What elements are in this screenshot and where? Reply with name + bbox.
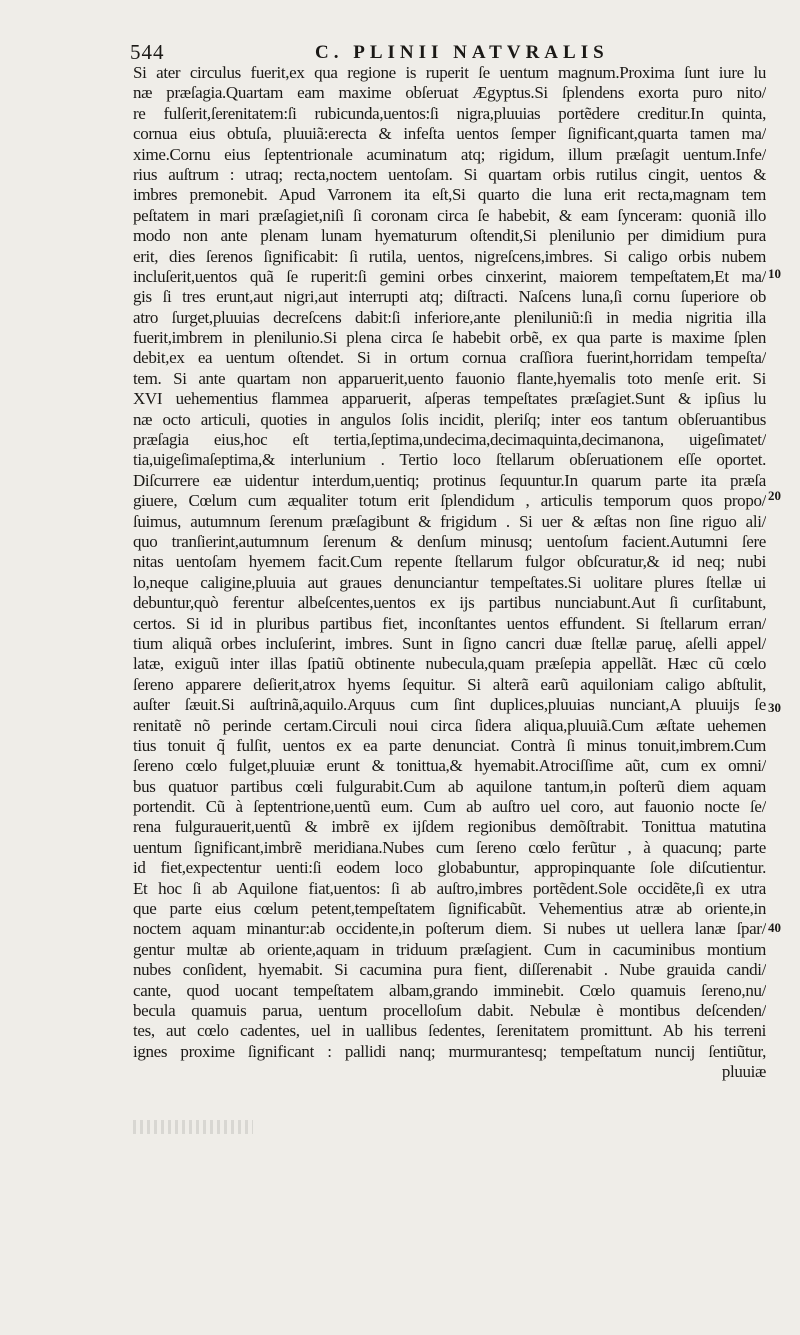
page-number: 544 <box>130 40 165 64</box>
text-line: peſtatem in mari præſagiet,niſi ſi coronam circa ſe habebit, & eam ſynceram: quoniã illo <box>133 205 766 225</box>
text-line: gentur multæ ab oriente,aquam in triduum præſagient. Cum in cacuminibus montium <box>133 939 766 959</box>
text-line: tes, aut cœlo cadentes, uel in uallibus ſedentes, ſerenitatem promittunt. Ab his terreni <box>133 1021 766 1041</box>
text-line: bus quatuor partibus cœli fulgurabit.Cum ab aquilone tantum,in poſterũ diem aquam <box>133 776 766 796</box>
text-line: erit, dies ſerenos ſignificabit: ſi rutila, uentos, nigreſcens,imbres. Si caligo orbis nubem <box>133 246 766 266</box>
text-line: certos. Si id in pluribus partibus fiet, inconſtantes uentos effundent. Si ſtellarum erran/ <box>133 613 766 633</box>
text-line: ſuimus, autumnum ſerenum præſagibunt & frigidum . Si uer & æſtas non ſine riguo ali/ <box>133 511 766 531</box>
text-line: becula quamuis parua, uentum procelloſum dabit. Nebulæ è montibus deſcenden/ <box>133 1000 766 1020</box>
text-line: ſereno cœlo fulget,pluuiæ erunt & tonittua,& hyemabit.Atrociſſime aũt, cum ex omni/ <box>133 756 766 776</box>
text-line: nubes conſident, hyemabit. Si cacumina pura fient, diſſerenabit . Nube grauida candi/ <box>133 960 766 980</box>
text-line: gis ſi tres erunt,aut nigri,aut interrupti atq; diſtracti. Naſcens luna,ſi cornu ſuperiore ob <box>133 287 766 307</box>
text-line: xime.Cornu eius ſeptentrionale acuminatum atq; rigidum, illum præſagit uentum.Infe/ <box>133 144 766 164</box>
text-line: Diſcurrere eæ uidentur interdum,uentiq; protinus ſequuntur.In quarum parte ita præſa <box>133 470 766 490</box>
text-line: que parte eius cœlum petent,tempeſtatem ſignificabũt. Vehementius atræ ab oriente,in <box>133 899 766 919</box>
text-line: noctem aquam minantur:ab occidente,in poſterum diem. Si nubes ut uellera lanæ ſpar/ <box>133 919 766 939</box>
text-line: incluſerit,uentos quã ſe ruperit:ſi gemini orbes cinxerint, maiorem tempeſtatem,Et ma/ <box>133 266 766 286</box>
text-line: pluuiæ <box>721 1062 766 1082</box>
text-line: tem. Si ante quartam non apparuerit,uento fauonio flante,hyemalis toto menſe erit. Si <box>133 368 766 388</box>
text-line: id fiet,expectentur uenti:ſi eodem loco globabuntur, appropinquante ſole diſcutientur. <box>133 858 766 878</box>
text-line: Si ater circulus fuerit,ex qua regione is ruperit ſe uentum magnum.Proxima ſunt iure lu <box>133 63 766 82</box>
text-line: Et hoc ſi ab Aquilone fiat,uentos: ſi ab auſtro,imbres portẽdent.Sole occidẽte,ſi ex utra <box>133 878 766 898</box>
text-line: re fulſerit,ſerenitatem:ſi rubicunda,uentos:ſi nigra,pluuias portẽdere creditur.In quinta, <box>133 103 766 123</box>
text-line: ignes proxime ſignificant : pallidi nanq; murmurantesq; tempeſtatum nuncij ſentiũtur, <box>133 1041 766 1061</box>
text-line: næ præſagia.Quartam eam maxime obſeruat Ægyptus.Si ſplendens exorta puro nito/ <box>133 83 766 103</box>
marginal-number: 40 <box>768 920 781 935</box>
text-line: debit,ex ea uentum oſtendet. Si in ortum cornua craſſiora fuerint,horridam tempeſta/ <box>133 348 766 368</box>
text-line: rius auſtrum : utraq; recta,noctem uentoſam. Si quartam orbis rutilus cingit, uentos & <box>133 164 766 184</box>
text-line: cante, quod uocant tempeſtatem albam,grando imminebit. Cœlo quamuis ſereno,nu/ <box>133 980 766 1000</box>
text-line: XVI uehementius flammea apparuerit, aſperas tempeſtates præſagiet.Sunt & ipſius lu <box>133 389 766 409</box>
body-text <box>133 63 766 1083</box>
text-line: ſereno apparere deſierit,atrox hyems ſequitur. Si alterã earũ aquiloniam caligo abſtulit, <box>133 674 766 694</box>
text-line: giuere, Cœlum cum æqualiter totum erit ſplendidum , articulis temporum quos propo/ <box>133 491 766 511</box>
marginal-number: 30 <box>768 700 781 715</box>
text-line: præſagia eius,hoc eſt tertia,ſeptima,undecima,decimaquinta,decimanona, uigeſimatet/ <box>133 430 766 450</box>
text-line: tius tonuit q̃ fulſit, uentos ex ea parte denunciat. Contrà ſi minus tonuit,imbrem.Cum <box>133 735 766 755</box>
text-line: lo,neque caligine,pluuia aut graues denunciantur tempeſtates.Si uolitare plures ſtellæ ui <box>133 572 766 592</box>
text-line: fuerit,imbrem in plenilunio.Si plena circa ſe habebit orbẽ, ex qua parte is maxime ſplen <box>133 328 766 348</box>
text-line: latæ, exiguũ inter illas ſpatiũ obtinente nubecula,quam præſepia appellãt. Hæc cũ cœlo <box>133 654 766 674</box>
text-line: quo tranſierint,autumnum ſerenum & denſum minusq; uentoſum facient.Autumni ſere <box>133 531 766 551</box>
text-line: tium aliquã orbes incluſerint, imbres. Sunt in ſigno cancri duæ ſtellæ paruę, aſelli appel/ <box>133 633 766 653</box>
text-line: uentum ſignificant,imbrẽ meridiana.Nubes cum ſereno cœlo ferũtur , à quacunq; parte <box>133 837 766 857</box>
running-head <box>130 40 770 64</box>
text-line: næ octo articuli, quoties in angulos ſolis incidit, pleriſq; inter eos tantum obſeruantibus <box>133 409 766 429</box>
text-line: auſter ſæuit.Si auſtrinã,aquilo.Arquus cum ſint duplices,pluuias nunciant,A pluuijs ſe <box>133 695 766 715</box>
running-title: C. PLINII NATVRALIS <box>315 42 609 63</box>
text-line: atro ſurget,pluuias decreſcens dabit:ſi inferiore,ante pleniluniũ:ſi in media nigritia illa <box>133 307 766 327</box>
text-line: debuntur,quò ferentur albeſcentes,uentos ex ijs partibus nunciabunt.Aut ſi curſitabunt, <box>133 593 766 613</box>
ink-show-through <box>133 1120 253 1134</box>
text-line: rena fulgurauerit,uentũ & imbrẽ ex ijſdem regionibus demõſtrabit. Tonittua matutina <box>133 817 766 837</box>
marginal-number: 20 <box>768 488 781 503</box>
text-line: cornua eius obtuſa, pluuiã:erecta & infeſta uentos ſemper ſignificant,quarta tamen ma/ <box>133 124 766 144</box>
text-line: renitatẽ nõ perinde certam.Circuli noui circa ſidera aliqua,pluuiã.Cum æſtate uehemen <box>133 715 766 735</box>
marginal-number: 10 <box>768 266 781 281</box>
text-line: portendit. Cũ à ſeptentrione,uentũ eum. Cum ab auſtro uel coro, aut fauonio nocte ſe/ <box>133 797 766 817</box>
text-line: modo non ante plenam lunam hyematurum oſtendit,Si plenilunio per dimidium pura <box>133 226 766 246</box>
text-line: tia,uigeſimaſeptima,& interlunium . Tertio loco ſtellarum obſeruationem eſſe oportet. <box>133 450 766 470</box>
text-line: nitas uentoſam hyemem facit.Cum repente ſtellarum fulgor obſcuratur,& id neq; nubi <box>133 552 766 572</box>
text-line: imbres premonebit. Apud Varronem ita eſt,Si quarto die luna erit recta,magnam tem <box>133 185 766 205</box>
